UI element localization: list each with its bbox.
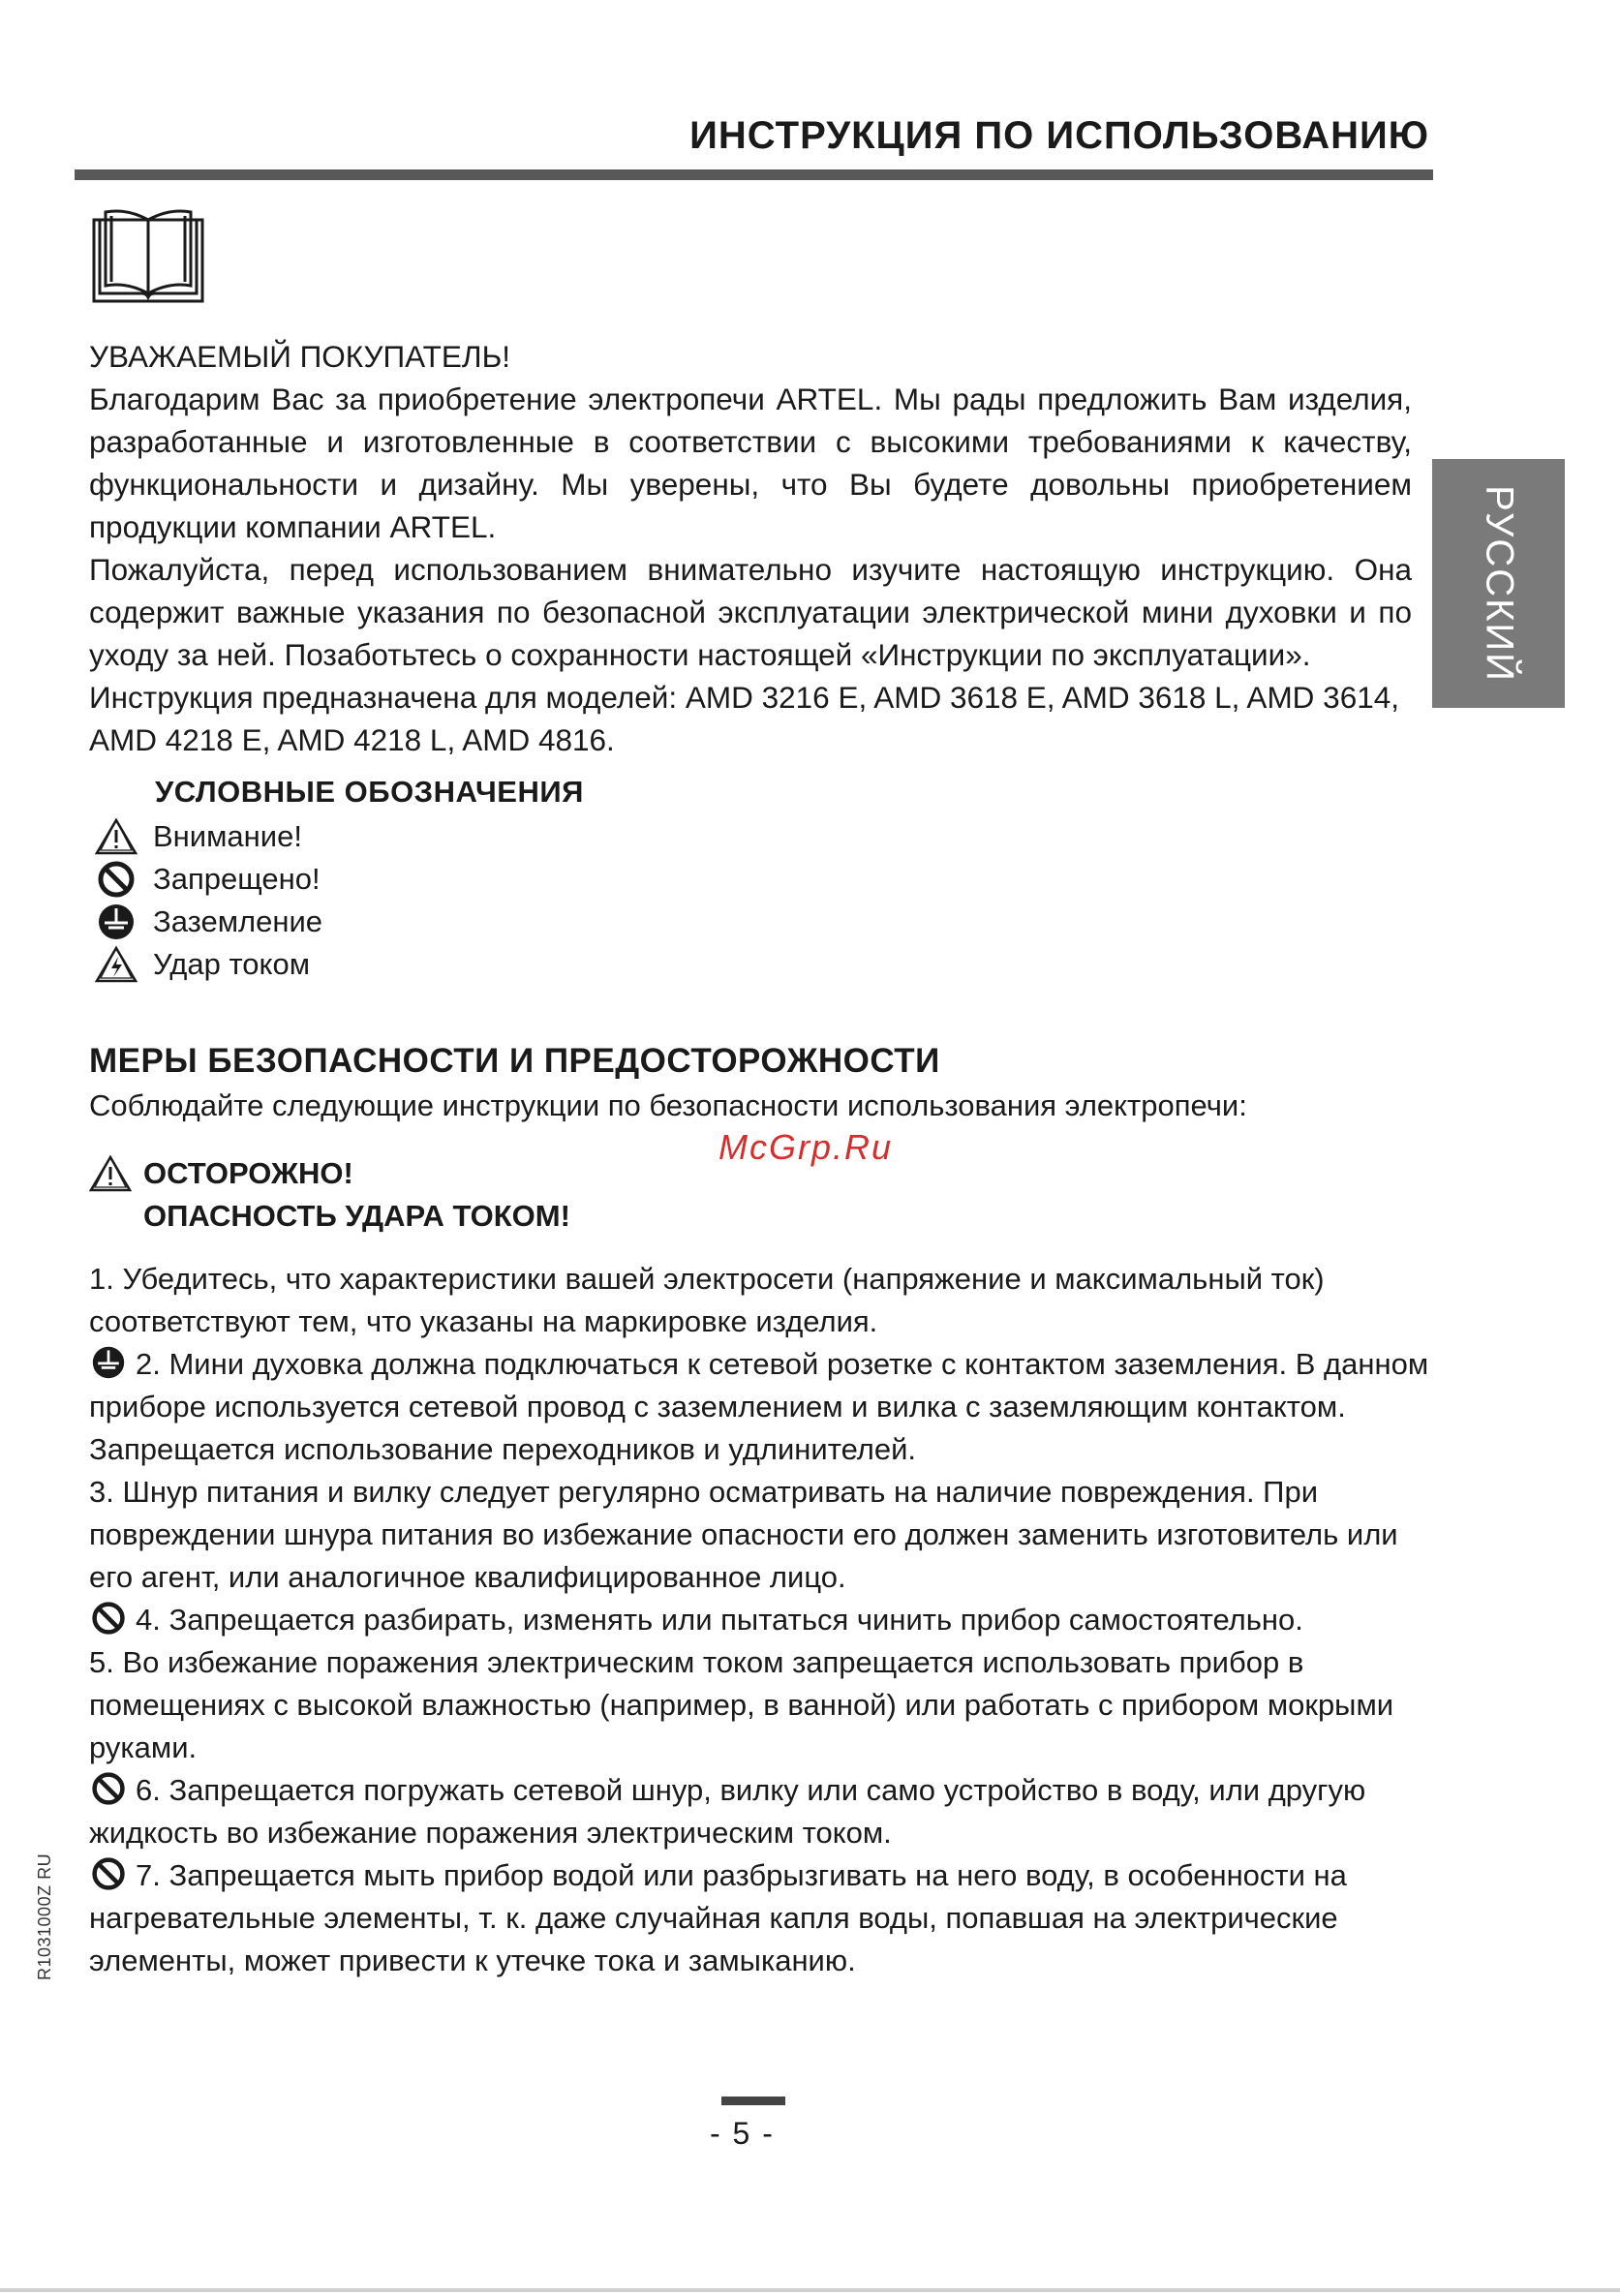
rule-3: 3. Шнур питания и вилку следует регулярно осматривать на наличие повреждения. При повреждении шнура питания во избежание опасности его должен заменить изготовитель или его агент, или аналогичное квалифицированное лицо. — [89, 1475, 1398, 1594]
bottom-border — [0, 2288, 1620, 2292]
language-tab-label: РУССКИЙ — [1478, 484, 1520, 683]
rule-6: 6. Запрещается погружать сетевой шнур, вилку или само устройство в воду, или другую жидкость во избежание поражения электрическим током. — [89, 1773, 1366, 1850]
book-icon — [92, 208, 204, 303]
language-tab — [1432, 459, 1565, 708]
safety-rules — [89, 1258, 1445, 1982]
prohibited-icon — [89, 1771, 128, 1806]
rule-5: 5. Во избежание поражения электрическим током запрещается использовать прибор в помещениях с высокой влажностью (например, в ванной) или работать с прибором мокрыми руками. — [89, 1645, 1394, 1764]
greeting: УВАЖАЕМЫЙ ПОКУПАТЕЛЬ! — [89, 339, 511, 374]
rule-2: 2. Мини духовка должна подключаться к сетевой розетке с контактом заземления. В данном приборе используется сетевой провод с заземлением и вилка с заземляющим контактом. Запрещается использование переходников и удлинителей. — [89, 1347, 1429, 1466]
prohibited-icon — [95, 860, 138, 899]
legend-item-ground — [95, 901, 322, 943]
page-title: ИНСТРУКЦИЯ ПО ИСПОЛЬЗОВАНИЮ — [689, 114, 1429, 157]
intro-paragraph-3: Инструкция предназначена для моделей: AMD 3216 E, AMD 3618 E, AMD 3618 L, AMD 3614, AMD 4218 E, AMD 4218 L, AMD 4816. — [89, 680, 1400, 757]
shock-warning — [89, 1152, 570, 1238]
legend-item-attention — [95, 815, 302, 858]
page-number: - 5 - — [710, 2116, 775, 2151]
legend-label: Внимание! — [153, 819, 302, 853]
rule-7: 7. Запрещается мыть прибор водой или разбрызгивать на него воду, в особенности на нагревательные элементы, т. к. даже случайная капля воды, попавшая на электрические элементы, может привести к утечке тока и замыканию. — [89, 1858, 1347, 1977]
document-code: R1031000Z RU — [35, 1852, 54, 1980]
header-rule — [75, 169, 1433, 180]
warning-triangle-icon — [89, 1154, 132, 1193]
legend-item-shock — [95, 943, 310, 986]
legend-label: Заземление — [153, 904, 323, 938]
prohibited-icon — [89, 1601, 128, 1636]
legend-item-prohibited — [95, 858, 321, 901]
electric-shock-icon — [95, 945, 138, 984]
ground-icon — [95, 903, 138, 941]
legend-label: Запрещено! — [153, 862, 321, 896]
warning-line-1: ОСТОРОЖНО! — [143, 1156, 353, 1190]
intro-paragraph-2: Пожалуйста, перед использованием внимательно изучите настоящую инструкцию. Она содержит важные указания по безопасной эксплуатации электрической мини духовки и по уходу за ней. Позаботьтесь о сохранности настоящей «Инструкции по эксплуатации». — [89, 552, 1412, 672]
legend-title: УСЛОВНЫЕ ОБОЗНАЧЕНИЯ — [155, 775, 584, 809]
intro-section — [89, 335, 1412, 761]
page-number-bar — [721, 2097, 785, 2105]
warning-line-2: ОПАСНОСТЬ УДАРА ТОКОМ! — [143, 1199, 570, 1233]
legend-label: Удар током — [153, 947, 311, 981]
safety-title: МЕРЫ БЕЗОПАСНОСТИ И ПРЕДОСТОРОЖНОСТИ — [89, 1042, 940, 1080]
rule-1: 1. Убедитесь, что характеристики вашей электросети (напряжение и максимальный ток) соответствуют тем, что указаны на маркировке изделия. — [89, 1262, 1325, 1338]
ground-icon — [89, 1345, 128, 1380]
watermark: McGrp.Ru — [718, 1127, 894, 1167]
intro-paragraph-1: Благодарим Вас за приобретение электропечи ARTEL. Мы рады предложить Вам изделия, разработанные и изготовленные в соответствии с высокими требованиями к качеству, функциональности и дизайну. Мы уверены, что Вы будете довольны приобретением продукции компании ARTEL. — [89, 382, 1412, 544]
warning-triangle-icon — [95, 817, 138, 856]
rule-4: 4. Запрещается разбирать, изменять или пытаться чинить прибор самостоятельно. — [89, 1599, 1445, 1641]
safety-subtitle: Соблюдайте следующие инструкции по безопасности использования электропечи: — [89, 1088, 1247, 1122]
prohibited-icon — [89, 1856, 128, 1891]
